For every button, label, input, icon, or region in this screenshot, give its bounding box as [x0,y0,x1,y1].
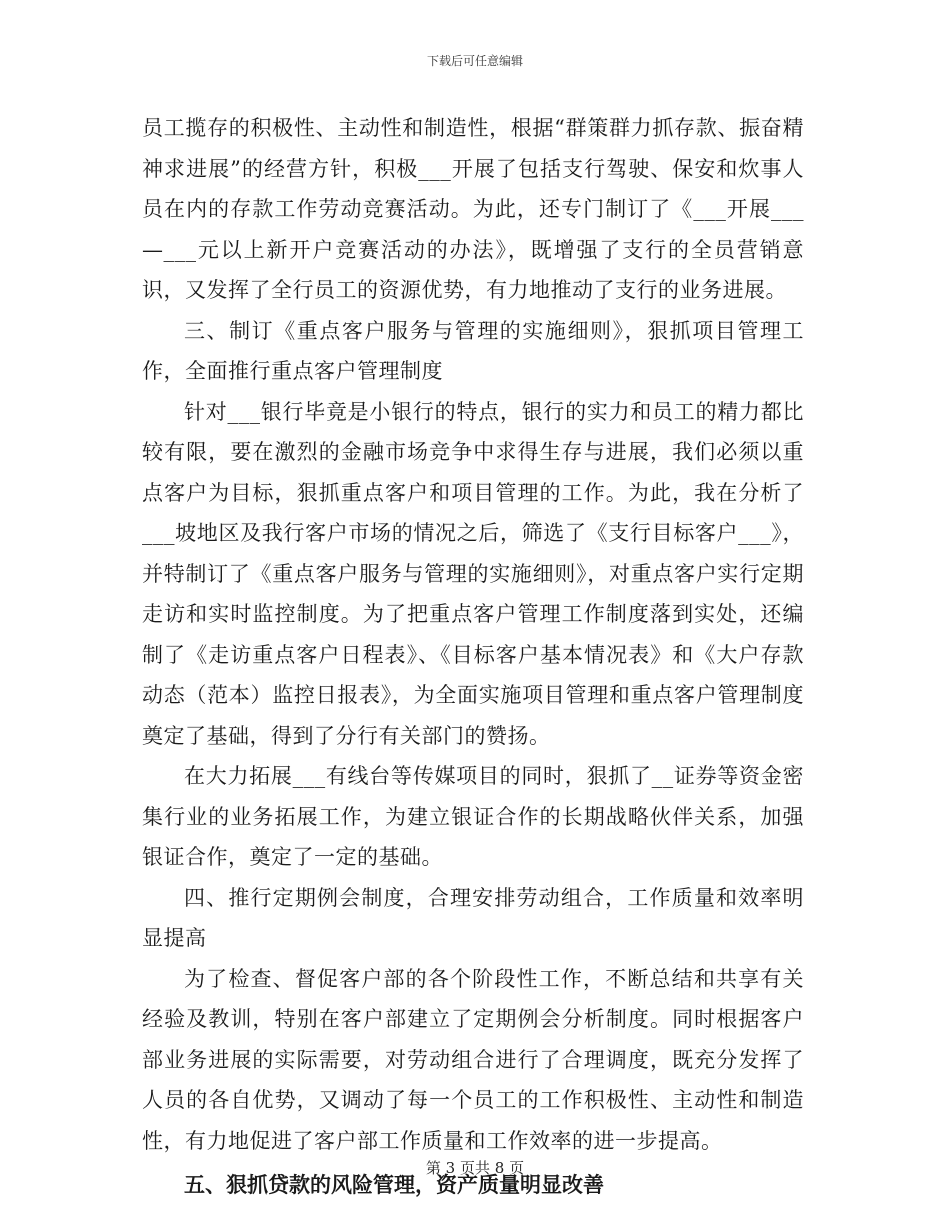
document-body [142,108,804,1206]
section-heading-5: 五、狠抓贷款的风险管理，资产质量明显改善 [184,1172,604,1197]
section-heading-3: 三、制订《重点客户服务与管理的实施细则》，狠抓项目管理工作，全面推行重点客户管理制度 [142,318,804,383]
paragraph-media-projects: 在大力拓展___有线台等传媒项目的同时，狠抓了__证券等资金密集行业的业务拓展工作，为建立银证合作的长期战略伙伴关系，加强银证合作，奠定了一定的基础。 [142,764,804,869]
page-footer: 第 3 页共 8 页 [425,1159,525,1177]
paragraph-regular-meetings: 为了检查、督促客户部的各个阶段性工作，不断总结和共享有关经验及教训，特别在客户部建立了定期例会分析制度。同时根据客户部业务进展的实际需要，对劳动组合进行了合理调度，既充分发挥了人员的各自优势，又调动了每一个员工的工作积极性、主动性和制造性，有力地促进了客户部工作质量和工作效率的进一步提高。 [142,966,804,1153]
section-heading-4: 四、推行定期例会制度，合理安排劳动组合，工作质量和效率明显提高 [142,885,804,950]
paragraph-continued: 员工揽存的积极性、主动性和制造性，根据“群策群力抓存款、振奋精神求进展”的经营方针，积极___开展了包括支行驾驶、保安和炊事人员在内的存款工作劳动竞赛活动。为此，还专门制订了《___开展___—___元以上新开户竞赛活动的办法》，既增强了支行的全员营销意识，又发挥了全行员工的资源优势，有力地推动了支行的业务进展。 [142,116,804,302]
page-header: 下载后可任意编辑 [426,54,523,68]
paragraph-key-clients: 针对___银行毕竟是小银行的特点，银行的实力和员工的精力都比较有限，要在激烈的金融市场竞争中求得生存与进展，我们必须以重点客户为目标，狠抓重点客户和项目管理的工作。为此，我在分析了___坡地区及我行客户市场的情况之后，筛选了《支行目标客户___》，并特制订了《重点客户服务与管理的实施细则》，对重点客户实行定期走访和实时监控制度。为了把重点客户管理工作制度落到实处，还编制了《走访重点客户日程表》、《目标客户基本情况表》和《大户存款动态（范本）监控日报表》，为全面实施项目管理和重点客户管理制度奠定了基础，得到了分行有关部门的赞扬。 [142,399,804,748]
